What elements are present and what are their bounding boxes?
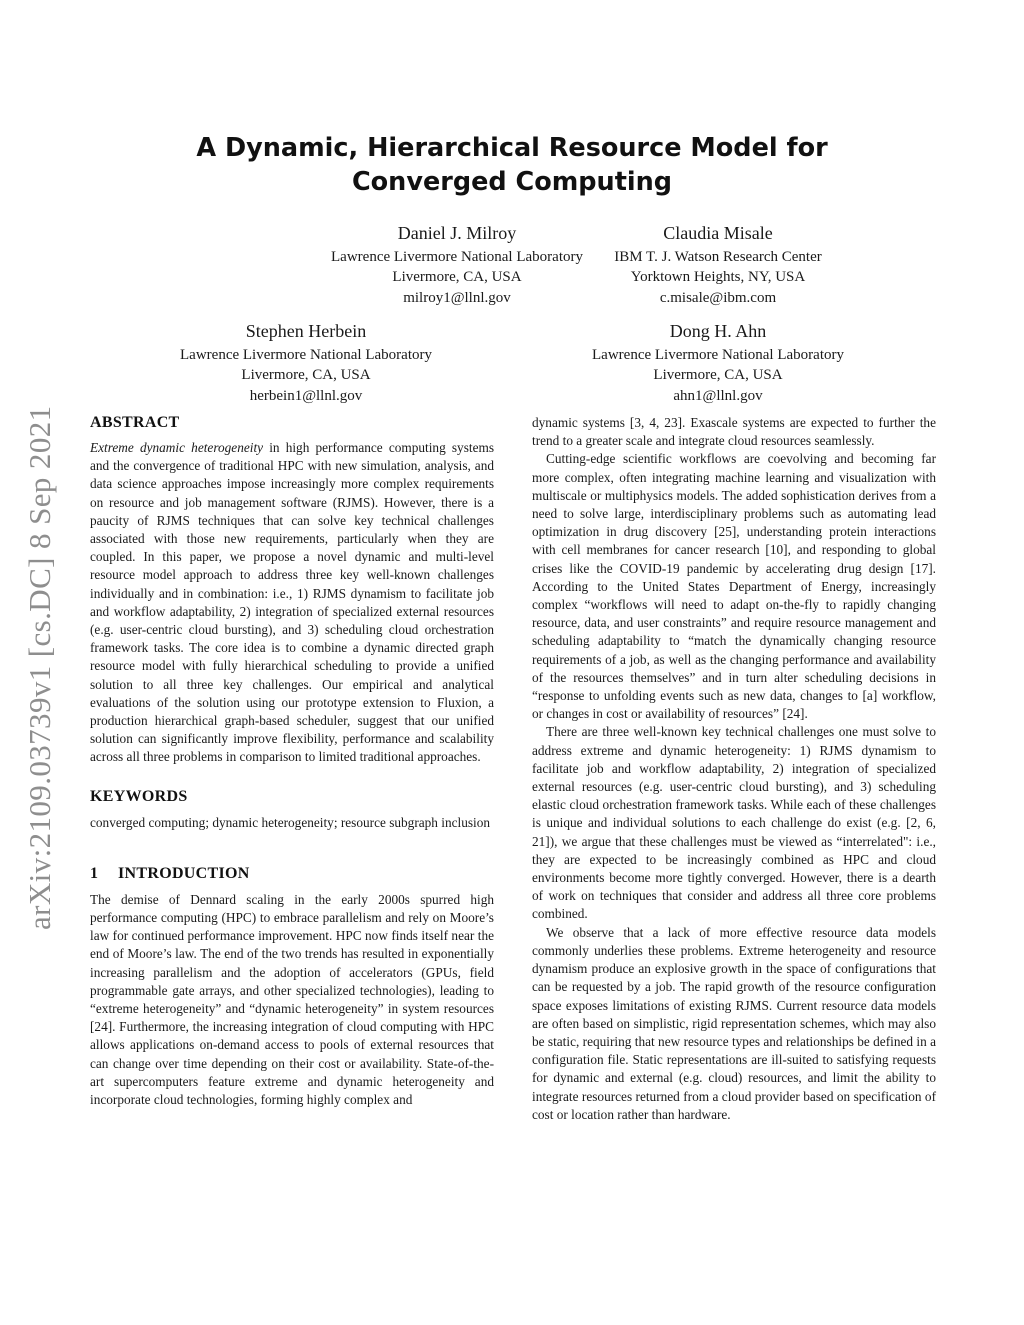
author-email[interactable]: herbein1@llnl.gov bbox=[249, 387, 363, 404]
author-email[interactable]: ahn1@llnl.gov bbox=[673, 387, 763, 404]
paper-title: A Dynamic, Hierarchical Resource Model for Converged Computing bbox=[196, 133, 828, 197]
author-name: Daniel J. Milroy bbox=[397, 223, 517, 243]
intro-paragraph: The demise of Dennard scaling in the early 2000s spurred high performance computing (HPC) to embrace parallelism and rely on Moore’s law for continued performance improvement. HPC now finds itself near the end of Moore’s law. The end of the two trends has resulted in exponentially increasing parallelism and the adoption of accelerators (GPUs, field programmable gate arrays, and other specialized technologies), leading to “extreme heterogeneity” and “dynamic heterogeneity” in system resources [24]. Furthermore, the increasing integration of cloud computing with HPC allows applications on-demand access to pools of external resources that can change over time depending on their cost or availability. State-of-the-art supercomputers feature extreme and dynamic heterogeneity and incorporate cloud technologies, forming highly complex and bbox=[90, 891, 494, 1108]
author-block bbox=[106, 318, 506, 406]
author-location: Livermore, CA, USA bbox=[241, 367, 371, 384]
abstract-lead-italic: Extreme dynamic heterogeneity bbox=[90, 440, 264, 455]
author-affiliation: Lawrence Livermore National Laboratory bbox=[180, 347, 432, 363]
section-number: 1 bbox=[90, 864, 99, 882]
author-affiliation: Lawrence Livermore National Laboratory bbox=[592, 347, 844, 363]
section-title: INTRODUCTION bbox=[118, 864, 250, 882]
keywords-text: converged computing; dynamic heterogeneity; resource subgraph inclusion bbox=[90, 814, 491, 830]
author-affiliation: Lawrence Livermore National Laboratory bbox=[331, 249, 583, 265]
intro-paragraph: Cutting-edge scientific workflows are coevolving and becoming far more complex, often integrating machine learning and visualization with multiscale or multiphysics models. The added sophistication derives from a need to solve large, interdisciplinary problems such as automating lead optimization in drug discovery [25], understanding protein interactions with cell membranes for cancer research [10], and responding to global crises like the COVID-19 pandemic by accelerating drug design [17]. According to the United States Department of Energy, increasingly complex “workflows will need to adapt on-the-fly to rapidly changing resource, data, and user constraints” and require resource management and scheduling adaptability to “match the dynamically changing resource requirements of a job, as well as the changing performance and availability of the resources themselves” and in turn alter scheduling decisions in “response to unfolding events such as new data, changes to [a] workflow, or changes in cost or availability of resources” [24]. bbox=[532, 451, 936, 722]
author-email[interactable]: milroy1@llnl.gov bbox=[403, 289, 511, 306]
abstract-paragraph bbox=[90, 439, 494, 767]
intro-paragraph: dynamic systems [3, 4, 23]. Exascale systems are expected to further the trend to a greater scale and integrate cloud resources seamlessly. bbox=[532, 415, 936, 449]
author-email[interactable]: c.misale@ibm.com bbox=[659, 289, 777, 306]
introduction-heading bbox=[90, 864, 494, 884]
author-name: Dong H. Ahn bbox=[669, 321, 767, 341]
keywords-heading: KEYWORDS bbox=[90, 787, 188, 805]
author-name: Stephen Herbein bbox=[245, 321, 367, 341]
intro-paragraph: There are three well-known key technical challenges one must solve to address extreme and dynamic heterogeneity: 1) RJMS dynamism to facilitate job and workflow adaptability, 2) integration of specialized external resources (e.g. user-centric cloud bursting), and 3) scheduling elastic cloud orchestration framework tasks. While each of these challenges is unique and individual solutions to each challenge do exist (e.g. [2, 6, 21]), we argue that these challenges must be viewed as “interrelated": i.e., they are expected to be increasingly combined as HPC and cloud environments become more tightly converged. However, there is a dearth of work on techniques that consider and address all three core problems combined. bbox=[532, 724, 936, 922]
author-affiliation: IBM T. J. Watson Research Center bbox=[614, 249, 822, 265]
intro-paragraph: We observe that a lack of more effective resource data models commonly underlies these problems. Extreme heterogeneity and resource dynamism produce an explosive growth in the space of configurations that can be requested by a job. The rapid growth of the resource configuration space exposes limitations of existing RJMS. Current resource data models are often based on simplistic, rigid representation schemes, which may also be static, requiring that new resource types and relationships be defined in a configuration file. Static representations are ill-suited to satisfying requests for dynamic and external (e.g. cloud) resources, and limit the ability to integrate resources returned from a cloud provider based on specification of cost or location rather than hardware. bbox=[532, 924, 936, 1122]
author-location: Yorktown Heights, NY, USA bbox=[630, 269, 806, 286]
author-block bbox=[518, 220, 918, 308]
right-column bbox=[532, 414, 936, 1124]
abstract-heading: ABSTRACT bbox=[90, 414, 180, 431]
author-name: Claudia Misale bbox=[663, 223, 773, 243]
author-block bbox=[518, 318, 918, 406]
author-location: Livermore, CA, USA bbox=[392, 269, 522, 286]
left-column bbox=[90, 413, 494, 1109]
arxiv-identifier: arXiv:2109.03739v1 [cs.DC] 8 Sep 2021 bbox=[22, 405, 57, 930]
abstract-text: in high performance computing systems and the convergence of traditional HPC with new simulation, analysis, and data science approaches impose increasingly more complex requirements on resource and job management software (RJMS). However, there is a paucity of RJMS techniques that can solve key technical challenges associated with those new requirements, particularly when they are coupled. In this paper, we propose a novel dynamic and multi-level resource model approach to address three key well-known challenges individually and in combination: i.e., 1) RJMS dynamism to facilitate job and workflow adaptability, 2) integration of specialized external resources (e.g. user-centric cloud bursting), and 3) scheduling cloud orchestration framework tasks. The core idea is to combine a dynamic directed graph resource model with fully hierarchical scheduling to provide a unified solution to all three key challenges. Our empirical and analytical evaluations of the solution using our prototype extension to Fluxion, a production hierarchical graph-based scheduler, suggest that our unified solution can significantly improve flexibility, performance and scalability across all three problems in comparison to limited traditional approaches. bbox=[90, 440, 494, 765]
author-location: Livermore, CA, USA bbox=[653, 367, 783, 384]
